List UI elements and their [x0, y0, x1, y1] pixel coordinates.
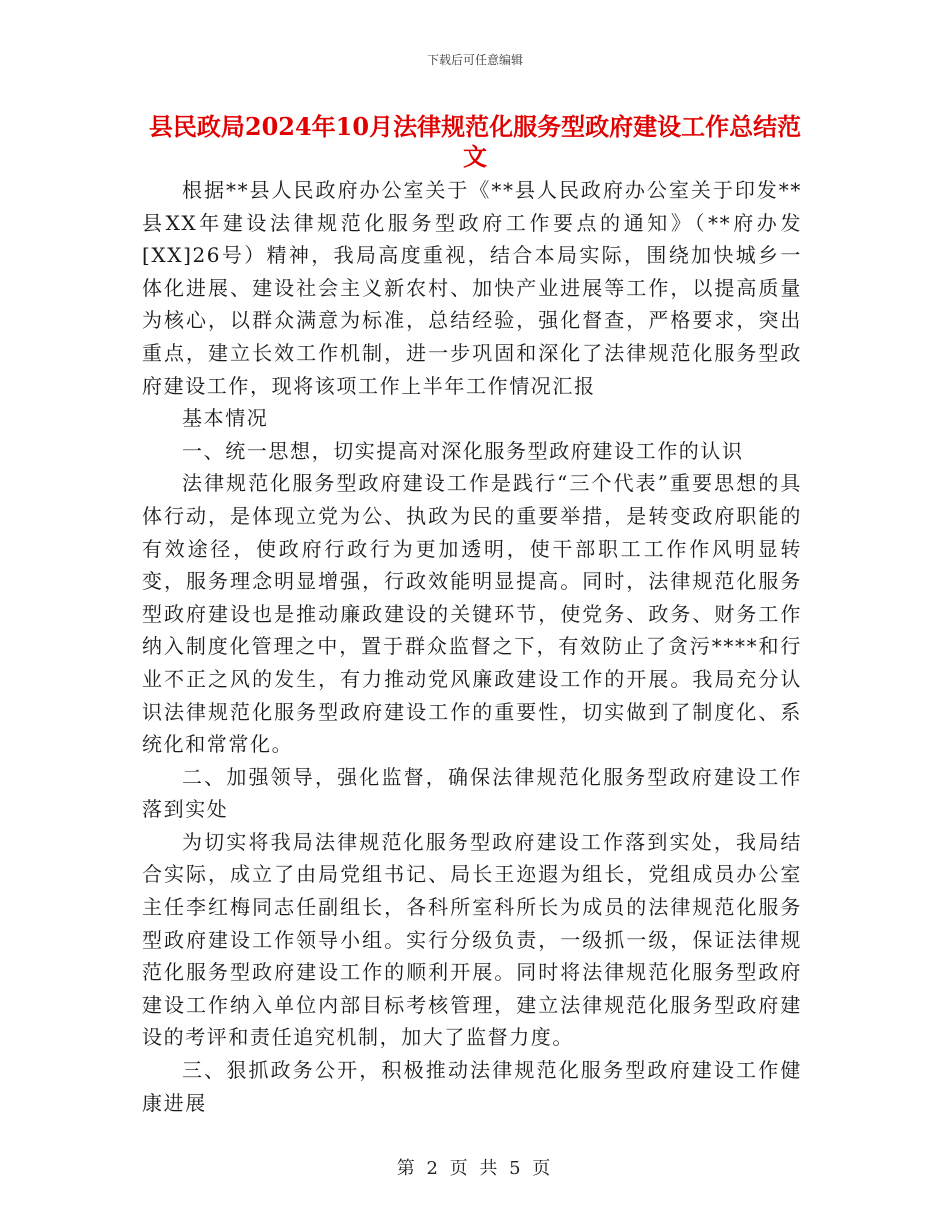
paragraph-heading-2: 二、加强领导，强化监督，确保法律规范化服务型政府建设工作落到实处	[142, 764, 802, 822]
paragraph-heading-1: 一、统一思想，切实提高对深化服务型政府建设工作的认识	[182, 438, 744, 463]
document-title: 县民政局2024年10月法律规范化服务型政府建设工作总结范文	[148, 112, 802, 171]
paragraph-heading-3: 三、狠抓政务公开，积极推动法律规范化服务型政府建设工作健康进展	[142, 1058, 802, 1115]
paragraph-section-label: 基本情况	[182, 406, 269, 431]
paragraph-body-2: 为切实将我局法律规范化服务型政府建设工作落到实处，我局结合实际，成立了由局党组书记、局长王迩遐为组长，党组成员办公室主任李红梅同志任副组长，各科所室科所长为成员的法律规范化服务型政府建设工作领导小组。实行分级负责，一级抓一级，保证法律规范化服务型政府建设工作的顺利开展。同时将法律规范化服务型政府建设工作纳入单位内部目标考核管理，建立法律规范化服务型政府建设的考评和责任追究机制，加大了监督力度。	[142, 829, 802, 1050]
page-header-note: 下载后可任意编辑	[426, 53, 523, 67]
page-number-footer: 第 2 页 共 5 页	[396, 1158, 554, 1179]
paragraph-body-1: 法律规范化服务型政府建设工作是践行“三个代表”重要思想的具体行动，是体现立党为公、执政为民的重要举措，是转变政府职能的有效途径，使政府行政行为更加透明，使干部职工工作作风明显转变，服务理念明显增强，行政效能明显提高。同时，法律规范化服务型政府建设也是推动廉政建设的关键环节，使党务、政务、财务工作纳入制度化管理之中，置于群众监督之下，有效防止了贪污****和行业不正之风的发生，有力推动党风廉政建设工作的开展。我局充分认识法律规范化服务型政府建设工作的重要性，切实做到了制度化、系统化和常常化。	[142, 471, 802, 757]
document-body	[142, 174, 802, 1119]
paragraph-intro: 根据**县人民政府办公室关于《**县人民政府办公室关于印发**县XX年建设法律规范化服务型政府工作要点的通知》（**府办发[XX]26号）精神，我局高度重视，结合本局实际，围绕加快城乡一体化进展、建设社会主义新农村、加快产业进展等工作，以提高质量为核心，以群众满意为标准，总结经验，强化督查，严格要求，突出重点，建立长效工作机制，进一步巩固和深化了法律规范化服务型政府建设工作，现将该项工作上半年工作情况汇报	[142, 178, 802, 398]
